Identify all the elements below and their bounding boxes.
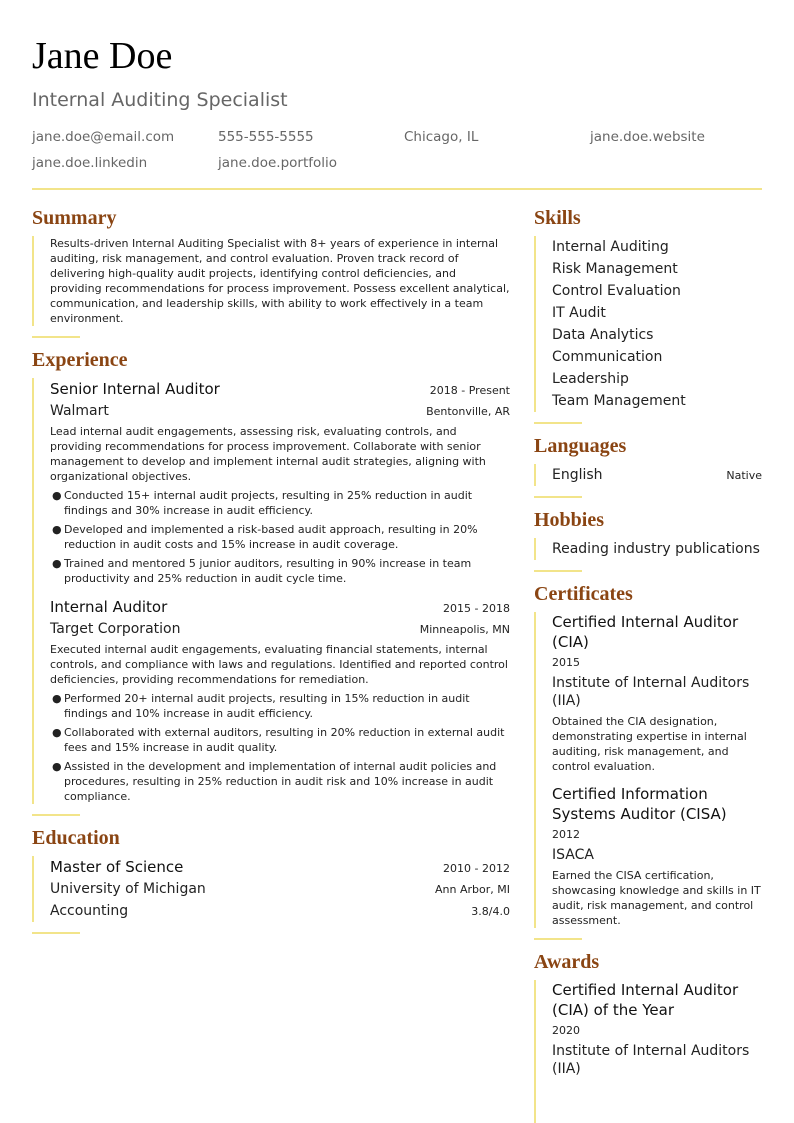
right-column bbox=[534, 204, 762, 1123]
job-achievements bbox=[50, 691, 510, 804]
certificate-issuer: Institute of Internal Auditors (IIA) bbox=[552, 675, 750, 709]
certificate-item bbox=[552, 612, 762, 774]
certificate-title: Certified Information Systems Auditor (CISA) bbox=[552, 785, 727, 823]
hobbies-section bbox=[534, 506, 762, 572]
section-divider bbox=[534, 496, 582, 498]
job-header bbox=[50, 596, 510, 618]
certificate-item bbox=[552, 784, 762, 928]
job-dates: 2018 - Present bbox=[429, 384, 510, 397]
contact-list bbox=[32, 128, 772, 172]
left-column bbox=[32, 204, 510, 942]
experience-section bbox=[32, 346, 510, 816]
section-divider bbox=[534, 570, 582, 572]
job-location: Bentonville, AR bbox=[426, 405, 510, 418]
contact-location: Chicago, IL bbox=[404, 129, 479, 145]
awards-body bbox=[534, 980, 762, 1123]
education-body bbox=[32, 856, 510, 922]
job-achievements bbox=[50, 488, 510, 586]
skill-item: Control Evaluation bbox=[552, 283, 681, 299]
certificate-year: 2015 bbox=[552, 656, 580, 669]
language-level: Native bbox=[726, 469, 762, 482]
job-company: Target Corporation bbox=[50, 621, 181, 637]
job-location: Minneapolis, MN bbox=[419, 623, 510, 636]
certificate-issuer: ISACA bbox=[552, 847, 594, 863]
skills-heading: Skills bbox=[534, 207, 581, 229]
certificates-heading: Certificates bbox=[534, 583, 633, 605]
bullet-icon: ● bbox=[52, 557, 62, 570]
bullet-icon: ● bbox=[52, 523, 62, 536]
language-name: English bbox=[552, 467, 603, 483]
hobbies-heading: Hobbies bbox=[534, 509, 605, 531]
achievement-item: ● Trained and mentored 5 junior auditors, resulting in 90% increase in team productivity and 25% reduction in audit cycle time. bbox=[52, 557, 472, 585]
contact-email[interactable]: jane.doe@email.com bbox=[32, 129, 175, 145]
summary-body bbox=[32, 236, 510, 326]
skill-item: Risk Management bbox=[552, 261, 678, 277]
certificates-body bbox=[534, 612, 762, 928]
skill-item: Data Analytics bbox=[552, 327, 654, 343]
award-title: Certified Internal Auditor (CIA) of the Year bbox=[552, 981, 739, 1019]
achievement-item: ● Assisted in the development and implementation of internal audit policies and procedures, resulting in 25% reduction in audit risk and 10% increase in audit compliance. bbox=[52, 760, 497, 803]
hobbies-body bbox=[534, 538, 762, 560]
skill-item: Communication bbox=[552, 349, 663, 365]
job-entry bbox=[50, 378, 510, 586]
section-divider bbox=[32, 932, 80, 934]
education-section bbox=[32, 824, 510, 934]
bullet-icon: ● bbox=[52, 726, 62, 739]
experience-heading: Experience bbox=[32, 349, 128, 371]
certificate-title: Certified Internal Auditor (CIA) bbox=[552, 613, 739, 651]
education-gpa: 3.8/4.0 bbox=[471, 905, 510, 918]
achievement-item: ● Conducted 15+ internal audit projects, resulting in 25% reduction in audit findings and 30% increase in audit efficiency. bbox=[52, 489, 473, 517]
achievement-item: ● Collaborated with external auditors, resulting in 20% reduction in external audit fees and 15% increase in audit quality. bbox=[52, 726, 505, 754]
contact-portfolio[interactable]: jane.doe.portfolio bbox=[218, 155, 338, 171]
job-header bbox=[50, 378, 510, 400]
section-divider bbox=[534, 422, 582, 424]
experience-body bbox=[32, 378, 510, 804]
skill-item: Team Management bbox=[552, 393, 686, 409]
certificates-section bbox=[534, 580, 762, 940]
languages-body bbox=[534, 464, 762, 486]
skill-item: Internal Auditing bbox=[552, 239, 669, 255]
languages-section bbox=[534, 432, 762, 498]
job-description: Lead internal audit engagements, assessing risk, evaluating controls, and providing recommendations for process improvement. Collaborate with senior management to develop and implement internal audit strategies, aligning with organizational objectives. bbox=[50, 425, 486, 483]
job-company-row bbox=[50, 400, 510, 422]
candidate-title: Internal Auditing Specialist bbox=[32, 89, 288, 111]
contact-phone[interactable]: 555-555-5555 bbox=[218, 129, 314, 145]
certificate-description: Earned the CISA certification, showcasing knowledge and skills in IT audit, risk management, and control assessment. bbox=[552, 869, 761, 927]
skills-section bbox=[534, 204, 762, 424]
certificate-year: 2012 bbox=[552, 828, 580, 841]
education-degree: Master of Science bbox=[50, 858, 184, 876]
contact-website[interactable]: jane.doe.website bbox=[590, 129, 705, 145]
section-divider bbox=[534, 938, 582, 940]
job-company-row bbox=[50, 618, 510, 640]
header-divider bbox=[32, 188, 762, 190]
award-year: 2020 bbox=[552, 1024, 580, 1037]
job-company: Walmart bbox=[50, 403, 109, 419]
education-school: University of Michigan bbox=[50, 881, 206, 897]
contact-linkedin[interactable]: jane.doe.linkedin bbox=[32, 155, 148, 171]
candidate-name: Jane Doe bbox=[32, 35, 173, 77]
job-description: Executed internal audit engagements, evaluating financial statements, internal controls, and compliance with laws and regulations. Identified and reported control deficiencies, providing recommendations for remediation. bbox=[50, 643, 508, 686]
section-divider bbox=[32, 814, 80, 816]
skills-body bbox=[534, 236, 762, 412]
bullet-icon: ● bbox=[52, 489, 62, 502]
language-item bbox=[552, 464, 762, 486]
job-title: Internal Auditor bbox=[50, 598, 168, 616]
achievement-item: ● Developed and implemented a risk-based audit approach, resulting in 20% reduction in audit costs and 15% increase in audit coverage. bbox=[52, 523, 478, 551]
bullet-icon: ● bbox=[52, 760, 62, 773]
summary-heading: Summary bbox=[32, 207, 117, 229]
job-entry bbox=[50, 596, 510, 804]
bullet-icon: ● bbox=[52, 692, 62, 705]
education-dates: 2010 - 2012 bbox=[443, 862, 510, 875]
awards-heading: Awards bbox=[534, 951, 600, 973]
education-heading: Education bbox=[32, 827, 120, 849]
award-issuer: Institute of Internal Auditors (IIA) bbox=[552, 1043, 750, 1077]
achievement-item: ● Performed 20+ internal audit projects, resulting in 15% reduction in audit findings and 10% increase in audit efficiency. bbox=[52, 692, 470, 720]
summary-section bbox=[32, 204, 510, 338]
section-divider bbox=[32, 336, 80, 338]
certificate-description: Obtained the CIA designation, demonstrating expertise in internal auditing, risk management, and control evaluation. bbox=[552, 715, 747, 773]
skill-item: Leadership bbox=[552, 371, 629, 387]
summary-text: Results-driven Internal Auditing Specialist with 8+ years of experience in internal auditing, risk management, and control evaluation. Proven track record of delivering high-quality audit projects, identifying control deficiencies, and providing recommendations for process improvement. Possess excellent analytical, communication, and leadership skills, with ability to work effectively in a team environment. bbox=[50, 237, 510, 325]
job-dates: 2015 - 2018 bbox=[443, 602, 510, 615]
languages-heading: Languages bbox=[534, 435, 627, 457]
education-field: Accounting bbox=[50, 903, 129, 919]
award-item bbox=[552, 980, 762, 1078]
awards-section bbox=[534, 948, 762, 1123]
education-location: Ann Arbor, MI bbox=[435, 883, 510, 896]
skill-item: IT Audit bbox=[552, 305, 606, 321]
job-title: Senior Internal Auditor bbox=[50, 380, 220, 398]
hobby-item: Reading industry publications bbox=[552, 541, 760, 557]
